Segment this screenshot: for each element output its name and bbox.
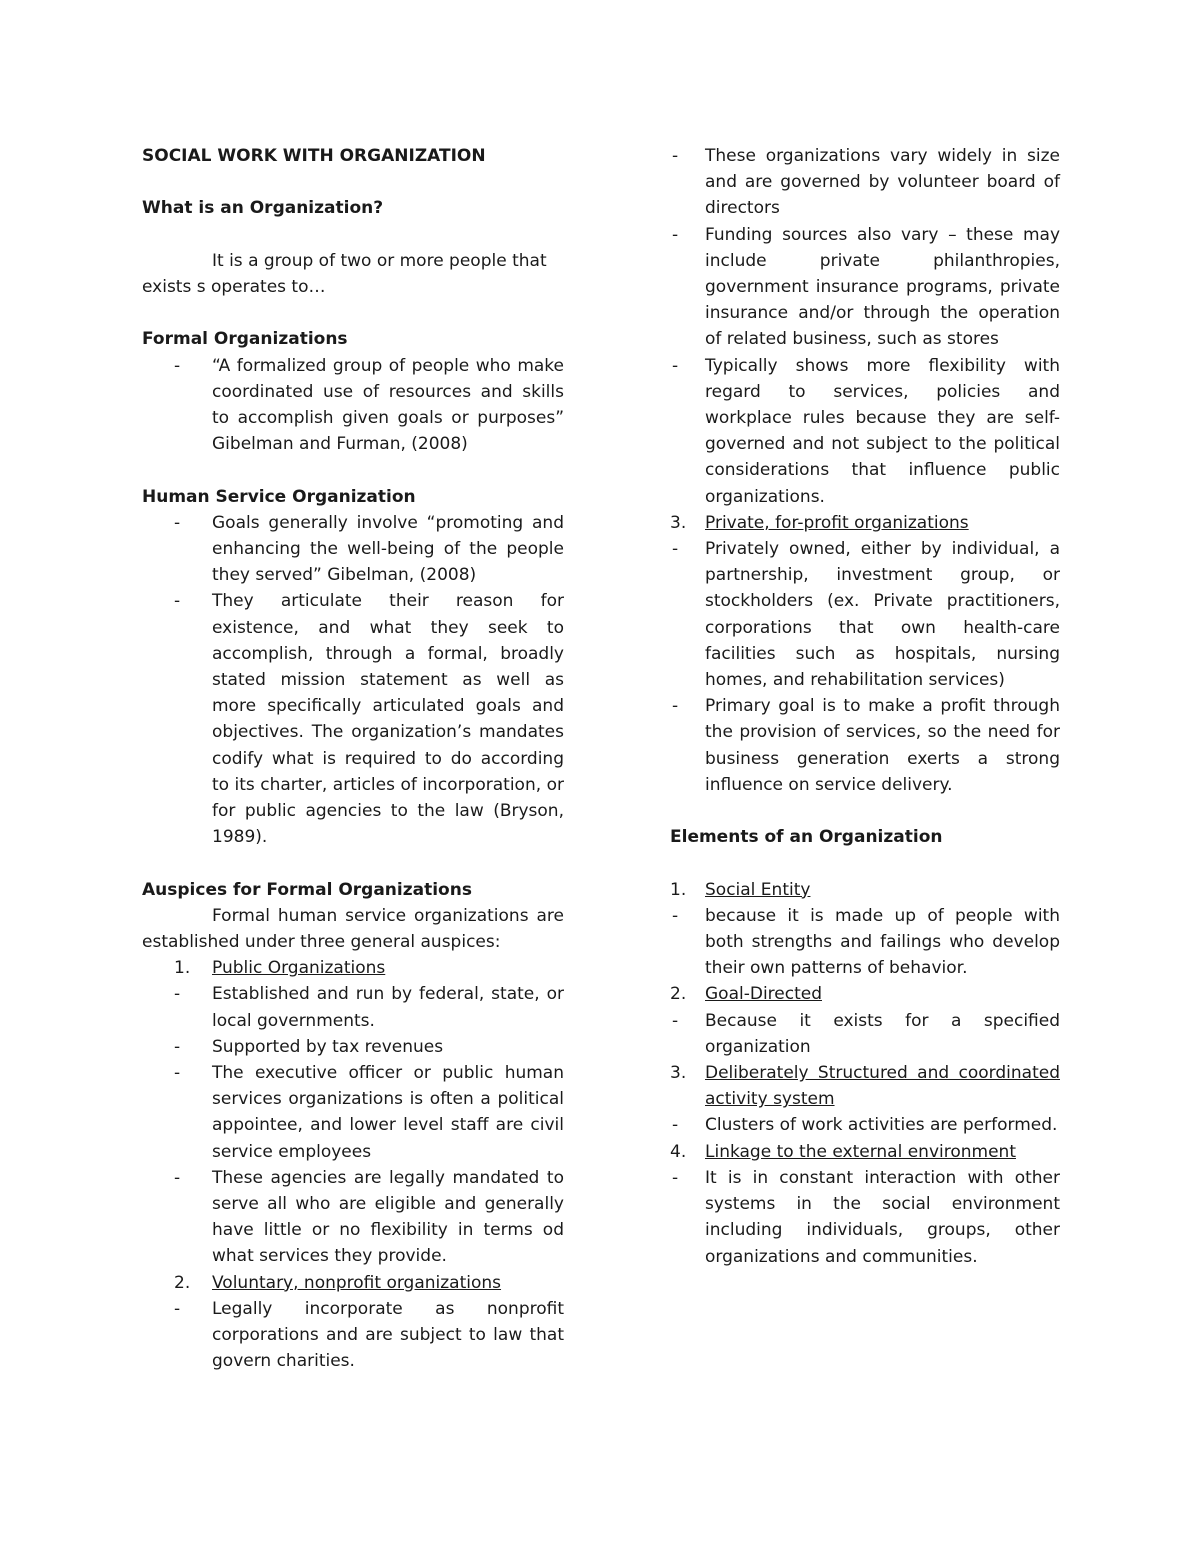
- dash-marker: -: [672, 1167, 679, 1188]
- dash-marker: -: [174, 1063, 181, 1084]
- what-is-organization-heading: What is an Organization?: [142, 198, 384, 219]
- list-item: - Clusters of work activities are performed.: [670, 1112, 1060, 1138]
- numbered-item: 3. Private, for-profit organizations: [670, 512, 969, 533]
- formal-organizations-heading: Formal Organizations: [142, 329, 348, 350]
- elements-heading: Elements of an Organization: [670, 827, 943, 848]
- voluntary-organizations-title: Voluntary, nonprofit organizations: [212, 1272, 502, 1293]
- auspices-intro: Formal human service organizations are established under three general auspices:: [142, 905, 564, 953]
- dash-marker: -: [174, 591, 181, 612]
- numbered-item: 1. Social Entity: [670, 879, 811, 900]
- dash-marker: -: [672, 146, 679, 166]
- list-item: - These agencies are legally mandated to serve all who are eligible and generally have little or no flexibility in terms od what services they provide.: [142, 1165, 564, 1270]
- numbered-item: 1. Public Organizations: [174, 958, 386, 979]
- list-item: - Legally incorporate as nonprofit corporations and are subject to law that govern charities.: [142, 1296, 564, 1375]
- numbered-item: 4. Linkage to the external environment: [670, 1141, 1016, 1162]
- element-title: Linkage to the external environment: [705, 1141, 1016, 1162]
- dash-marker: -: [672, 224, 679, 245]
- dash-marker: -: [672, 355, 679, 376]
- dash-marker: -: [174, 1036, 181, 1057]
- list-item: - These organizations vary widely in size and are governed by volunteer board of directors: [670, 143, 1060, 222]
- list-item: - Goals generally involve “promoting and enhancing the well-being of the people they served” Gibelman, (2008): [142, 510, 564, 589]
- auspices-heading: Auspices for Formal Organizations: [142, 879, 472, 900]
- list-item: - Funding sources also vary – these may include private philanthropies, government insurance programs, private insurance and/or through the operation of related business, such as stores: [670, 222, 1060, 353]
- private-organizations-title: Private, for-profit organizations: [705, 512, 969, 533]
- numbered-item: 3. Deliberately Structured and coordinated activity system: [670, 1063, 1060, 1110]
- list-item: - Established and run by federal, state, or local governments.: [142, 981, 564, 1033]
- list-item: - They articulate their reason for existence, and what they seek to accomplish, through a formal, broadly stated mission statement as well as more specifically articulated goals and objectives. The organization’s mandates codify what is required to do according to its charter, articles of incorporation, or for public agencies to the law (Bryson, 1989).: [142, 588, 564, 850]
- numbered-item: 2. Voluntary, nonprofit organizations: [174, 1272, 502, 1293]
- organization-definition: It is a group of two or more people that exists s operates to…: [142, 250, 547, 297]
- list-item: - “A formalized group of people who make coordinated use of resources and skills to accomplish given goals or purposes” Gibelman and Furman, (2008): [142, 353, 564, 458]
- list-item: - It is in constant interaction with other systems in the social environment including individuals, groups, other organizations and communities.: [670, 1165, 1060, 1270]
- list-item: - Because it exists for a specified organization: [670, 1008, 1060, 1060]
- list-item: - The executive officer or public human services organizations is often a political appointee, and lower level staff are civil service employees: [142, 1060, 564, 1165]
- document-title: SOCIAL WORK WITH ORGANIZATION: [142, 146, 486, 166]
- numbered-item: 2. Goal-Directed: [670, 984, 822, 1005]
- element-title: Goal-Directed: [705, 984, 822, 1005]
- dash-marker: -: [672, 905, 679, 926]
- element-title: Deliberately Structured and coordinated activity system: [705, 1063, 1060, 1110]
- public-organizations-title: Public Organizations: [212, 958, 386, 979]
- dash-marker: -: [174, 984, 181, 1005]
- list-item: - Supported by tax revenues: [142, 1034, 564, 1060]
- list-item: - because it is made up of people with both strengths and failings who develop their own patterns of behavior.: [670, 903, 1060, 982]
- list-item: - Primary goal is to make a profit through the provision of services, so the need for business generation exerts a strong influence on service delivery.: [670, 693, 1060, 798]
- dash-marker: -: [174, 355, 181, 376]
- list-item: - Typically shows more flexibility with regard to services, policies and workplace rules because they are self-governed and not subject to the political considerations that influence public organizations.: [670, 353, 1060, 510]
- dash-marker: -: [672, 1010, 679, 1031]
- list-item: - Privately owned, either by individual, a partnership, investment group, or stockholders (ex. Private practitioners, corporations that own health-care facilities such as hospitals, nursing homes, and rehabilitation services): [670, 536, 1060, 693]
- dash-marker: -: [672, 539, 679, 560]
- right-column: [670, 143, 1060, 1270]
- dash-marker: -: [672, 1115, 679, 1136]
- dash-marker: -: [672, 696, 679, 717]
- human-service-organization-heading: Human Service Organization: [142, 486, 416, 507]
- left-column: [142, 143, 564, 1374]
- dash-marker: -: [174, 512, 181, 533]
- element-title: Social Entity: [705, 879, 811, 900]
- dash-marker: -: [174, 1167, 181, 1188]
- dash-marker: -: [174, 1298, 181, 1319]
